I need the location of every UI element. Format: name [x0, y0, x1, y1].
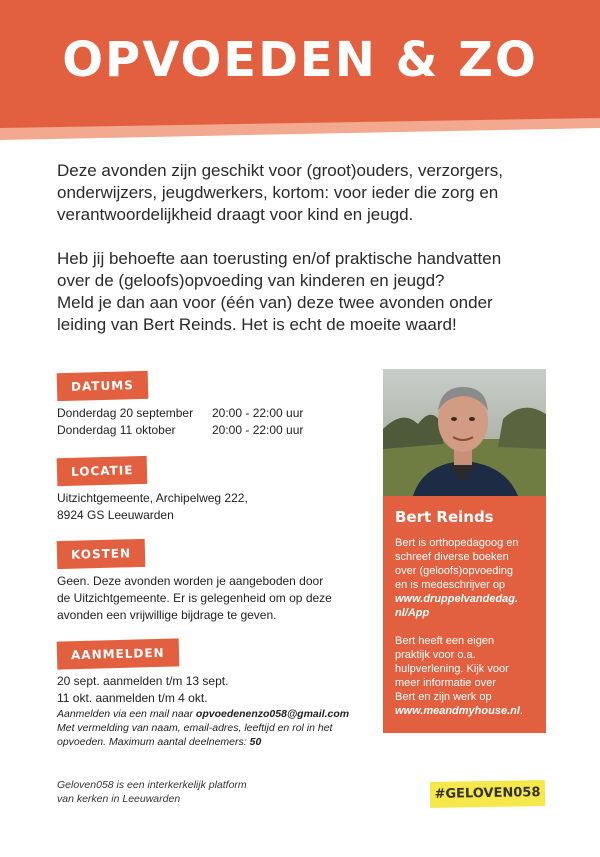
bio-line: over (geloofs)opvoeding	[395, 565, 514, 577]
bio-line: praktijk voor o.a.	[395, 649, 476, 661]
bio-line: Bert is orthopedagoog en	[395, 537, 519, 549]
aanmelden-line: 11 okt. aanmelden t/m 4 okt.	[57, 691, 208, 705]
note-prefix: opvoeden. Maximum aantal deelnemers:	[57, 736, 250, 748]
time-value: 20:00 - 22:00 uur	[212, 423, 304, 437]
bio-paragraph-2	[395, 634, 540, 718]
footer-text	[57, 778, 247, 806]
website-link-line[interactable]: www.druppelvandedag.	[395, 593, 519, 605]
intro-text	[57, 160, 547, 358]
mail-prefix: Aanmelden via een mail naar	[57, 708, 196, 720]
datums-list	[57, 405, 303, 439]
mail-line	[57, 707, 349, 721]
kosten-text	[57, 573, 332, 624]
locatie-label: LOCATIE	[57, 456, 148, 486]
intro-line: leiding van Bert Reinds. Het is echt de moeite waard!	[57, 315, 457, 334]
address-line: Uitzichtgemeente, Archipelweg 222,	[57, 491, 248, 505]
intro-paragraph-2	[57, 248, 547, 336]
url-suffix: .	[519, 705, 523, 717]
intro-line: over de (geloofs)opvoeding van kinderen en jeugd?	[57, 271, 445, 290]
bio-paragraph-1	[395, 536, 540, 620]
intro-line: onderwijzers, jeugdwerkers, kortom: voor ieder die zorg en	[57, 183, 499, 202]
kosten-line: avonden een vrijwillige bijdrage te geven.	[57, 608, 277, 622]
intro-line: Heb jij behoefte aan toerusting en/of praktische handvatten	[57, 249, 502, 268]
time-value: 20:00 - 22:00 uur	[212, 406, 304, 420]
locatie-text	[57, 490, 248, 524]
footer-line: van kerken in Leeuwarden	[57, 793, 181, 805]
footer-line: Geloven058 is een interkerkelijk platform	[57, 779, 247, 791]
aanmelden-text	[57, 673, 349, 749]
speaker-bio-text	[395, 536, 540, 732]
date-value: Donderdag 11 oktober	[57, 423, 176, 437]
speaker-name: Bert Reinds	[395, 508, 494, 526]
bio-line: Bert en zijn werk op	[395, 691, 492, 703]
intro-line: Meld je dan aan voor (één van) deze twee avonden onder	[57, 293, 493, 312]
website-link-line[interactable]: nl/App	[395, 607, 430, 619]
max-participants: 50	[249, 736, 262, 748]
intro-line: verantwoordelijkheid draagt voor kind en jeugd.	[57, 205, 414, 224]
aanmelden-label: AANMELDEN	[57, 638, 179, 669]
bio-line: en is medeschrijver op	[395, 579, 506, 591]
bio-line: hulpverlening. Kijk voor	[395, 663, 509, 675]
intro-paragraph-1	[57, 160, 547, 226]
page-title: OPVOEDEN & ZO	[62, 32, 538, 88]
address-line: 8924 GS Leeuwarden	[57, 508, 174, 522]
kosten-line: Geen. Deze avonden worden je aangeboden door	[57, 574, 324, 588]
intro-line: Deze avonden zijn geschikt voor (groot)ouders, verzorgers,	[57, 161, 503, 180]
date-row	[57, 405, 303, 422]
bio-line: Bert heeft een eigen	[395, 635, 495, 647]
website-line	[395, 704, 540, 718]
speaker-photo	[383, 369, 546, 496]
date-value: Donderdag 20 september	[57, 406, 194, 420]
date-row	[57, 422, 303, 439]
hashtag-badge: #GELOVEN058	[430, 780, 545, 808]
note-line	[57, 735, 349, 749]
portrait-image	[383, 369, 546, 496]
kosten-label: KOSTEN	[57, 539, 146, 569]
aanmelden-line: 20 sept. aanmelden t/m 13 sept.	[57, 674, 229, 688]
datums-label: DATUMS	[57, 371, 149, 401]
bio-line: schreef diverse boeken	[395, 551, 509, 563]
kosten-line: de Uitzichtgemeente. Er is gelegenheid om op deze	[57, 591, 332, 605]
speaker-bio-card	[383, 496, 546, 733]
header-banner	[0, 0, 600, 140]
bio-line: meer informatie over	[395, 677, 496, 689]
note-line: Met vermelding van naam, email-adres, leeftijd en rol in het	[57, 722, 333, 734]
email-link[interactable]: opvoedenenzo058@gmail.com	[195, 708, 350, 720]
website-link[interactable]: www.meandmyhouse.nl	[395, 705, 520, 717]
